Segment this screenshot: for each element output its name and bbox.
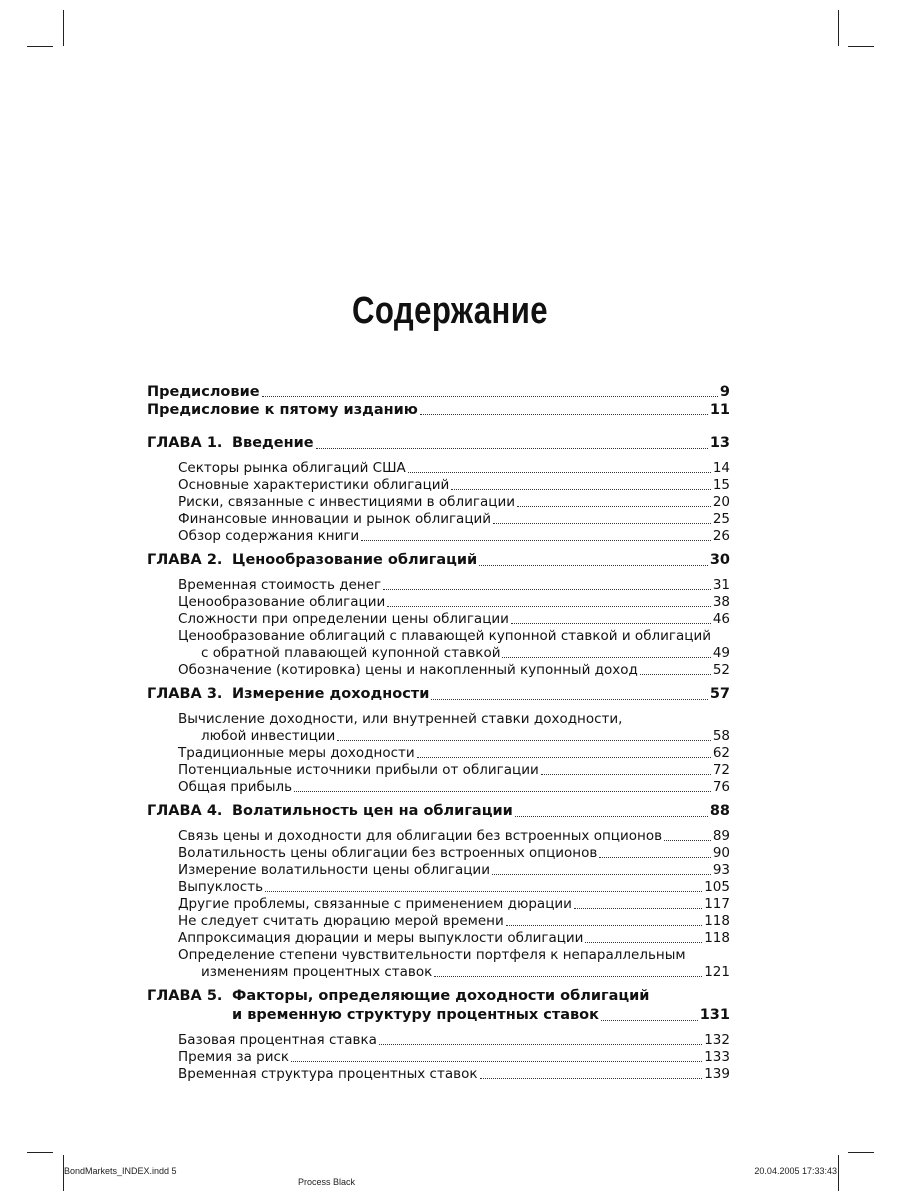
toc-section[interactable]: Основные характеристики облигаций 15 [178,477,730,493]
toc-section[interactable]: Общая прибыль 76 [178,779,730,795]
toc-chapter-4[interactable]: ГЛАВА 4. Волатильность цен на облигации 88 [147,803,730,819]
toc-section[interactable]: изменениям процентных ставок 121 [201,964,730,980]
toc-section[interactable]: Потенциальные источники прибыли от облигации 72 [178,762,730,778]
toc-section[interactable]: любой инвестиции 58 [201,728,730,744]
toc-section[interactable]: с обратной плавающей купонной ставкой 49 [201,645,730,661]
toc-section[interactable]: Традиционные меры доходности 62 [178,745,730,761]
toc-section[interactable]: Обозначение (котировка) цены и накопленный купонный доход 52 [178,662,730,678]
crop-mark [27,1152,53,1153]
toc-section-line1[interactable]: Вычисление доходности, или внутренней ставки доходности, [178,711,623,727]
crop-mark [838,1155,839,1191]
toc-section[interactable]: Выпуклость 105 [178,879,730,895]
crop-mark [27,46,53,47]
toc-section[interactable]: Временная структура процентных ставок 139 [178,1066,730,1082]
toc-preface[interactable]: Предисловие 9 [147,384,730,400]
toc-section[interactable]: Финансовые инновации и рынок облигаций 25 [178,511,730,527]
toc-section[interactable]: Волатильность цены облигации без встроенных опционов 90 [178,845,730,861]
toc-section[interactable]: Риски, связанные с инвестициями в облигации 20 [178,494,730,510]
toc-section[interactable]: Измерение волатильности цены облигации 93 [178,862,730,878]
toc-preface-fifth-edition[interactable]: Предисловие к пятому изданию 11 [147,402,730,418]
toc-section[interactable]: Не следует считать дюрацию мерой времени 118 [178,913,730,929]
toc-section[interactable]: Базовая процентная ставка 132 [178,1032,730,1048]
toc-section[interactable]: Ценообразование облигации 38 [178,594,730,610]
crop-mark [848,1152,874,1153]
footer-filename: BondMarkets_INDEX.indd 5 [64,1166,177,1176]
toc-section-line1[interactable]: Определение степени чувствительности портфеля к непараллельным [178,947,686,963]
table-of-contents [147,383,730,1083]
toc-section[interactable]: Временная стоимость денег 31 [178,577,730,593]
crop-mark [838,10,839,46]
toc-section[interactable]: Сложности при определении цены облигации 46 [178,611,730,627]
footer-datetime: 20.04.2005 17:33:43 [754,1166,837,1176]
crop-mark [848,46,874,47]
toc-section[interactable]: Другие проблемы, связанные с применением дюрации 117 [178,896,730,912]
toc-chapter-5[interactable]: ГЛАВА 5. Факторы, определяющие доходности облигаций и временную структуру процентных ставок 131 [147,988,730,1023]
toc-section-line1[interactable]: Ценообразование облигаций с плавающей купонной ставкой и облигаций [178,628,712,644]
toc-chapter-2[interactable]: ГЛАВА 2. Ценообразование облигаций 30 [147,552,730,568]
footer-color: Process Black [298,1177,356,1187]
toc-section[interactable]: Связь цены и доходности для облигации без встроенных опционов 89 [178,828,730,844]
toc-chapter-1[interactable]: ГЛАВА 1. Введение 13 [147,435,730,451]
crop-mark [63,10,64,46]
toc-section[interactable]: Премия за риск 133 [178,1049,730,1065]
toc-section[interactable]: Аппроксимация дюрации и меры выпуклости облигации 118 [178,930,730,946]
toc-chapter-3[interactable]: ГЛАВА 3. Измерение доходности 57 [147,686,730,702]
page-title: Содержание [351,290,549,332]
toc-section[interactable]: Секторы рынка облигаций США 14 [178,460,730,476]
toc-section[interactable]: Обзор содержания книги 26 [178,528,730,544]
